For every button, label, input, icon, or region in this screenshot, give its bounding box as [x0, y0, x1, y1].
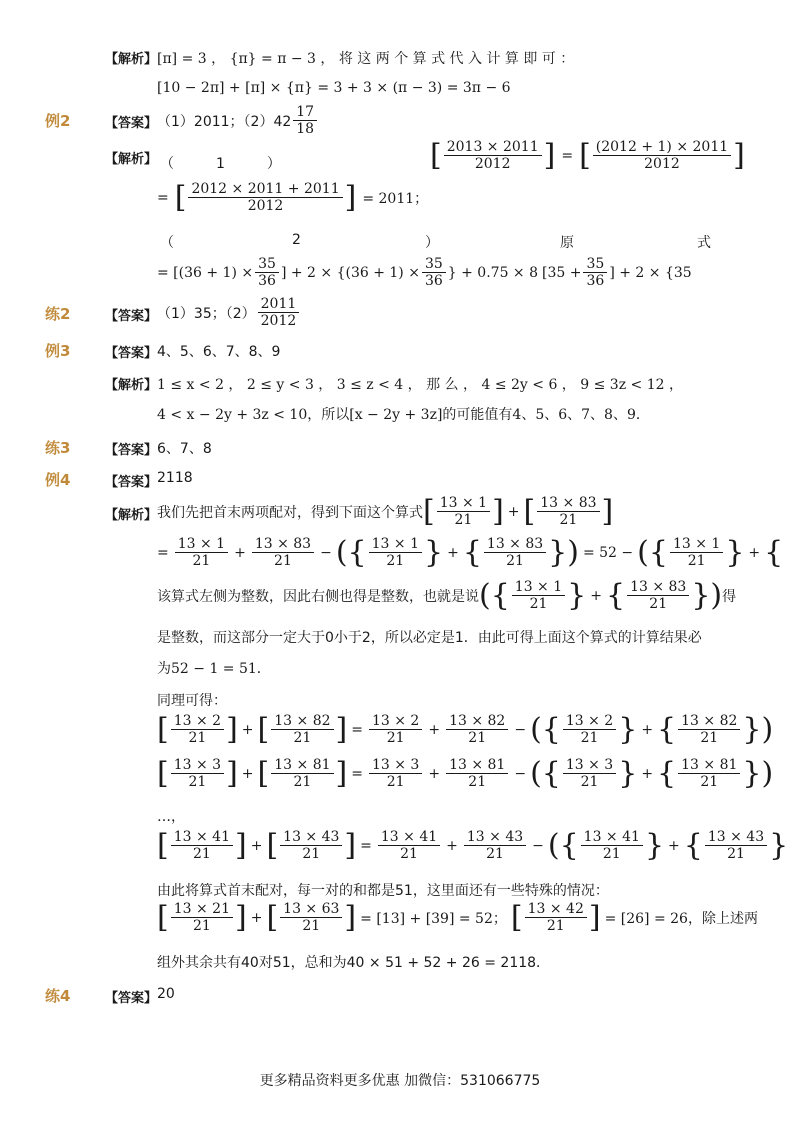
part-2-word-yuan: 原	[560, 235, 574, 251]
fraction-numerator: 13 × 3	[171, 757, 224, 774]
fraction-denominator: 21	[192, 846, 211, 862]
part-2-number: 2	[292, 232, 301, 248]
part-2-expr-d: [35 +	[542, 264, 582, 281]
fraction-numerator: 13 × 81	[271, 757, 333, 774]
example-4-paragraph-1c: 为52 − 1 = 51．	[157, 661, 271, 677]
practice-2-answer-prefix: （1）35；（2）	[157, 305, 256, 322]
fraction-numerator: 13 × 83	[252, 536, 314, 553]
fraction-denominator: 21	[468, 730, 487, 746]
paragraph-tail: 得	[722, 588, 737, 605]
part-2-expr-b: ] + 2 × {(36 + 1) ×	[280, 264, 420, 281]
practice-3-answer: 6、7、8	[157, 441, 212, 457]
example-4-label: 例4	[45, 471, 71, 489]
fraction-numerator: 13 × 81	[678, 757, 740, 774]
fraction-denominator: 21	[386, 730, 405, 746]
fraction-denominator: 21	[293, 730, 312, 746]
pair-row-2-82: [ $\frac{13 \times 2}{21}$ ] + [ $\frac{13 \times 82}{21}$ ] = $\frac{13 \times 2}{21}$ + $\frac{13 \times 82}{21}$ − ({ $\frac{13 \times 2}{21}$ } + { $\frac{13 \times 82}{21}$ })	[157, 712, 774, 747]
fraction-denominator: 2012	[644, 156, 680, 172]
fraction-denominator: 21	[687, 553, 706, 569]
example-4-intro-text: 我们先把首末两项配对，得到下面这个算式	[157, 504, 423, 521]
fraction-denominator: 21	[700, 730, 719, 746]
example-3-answer: 4、5、6、7、8、9	[157, 344, 281, 360]
fraction-numerator: 13 × 83	[537, 495, 599, 512]
special-pair-2-result: = [26] = 26，除上述两	[604, 910, 758, 927]
fraction-numerator: 13 × 83	[484, 536, 546, 553]
example-4-pair-text: 由此将算式首末配对，每一对的和都是51，这里面还有一些特殊的情况：	[157, 883, 609, 899]
fraction-numerator: 13 × 43	[280, 829, 342, 846]
example-3-line-2: 4 < x − 2y + 3z < 10，所以[x − 2y + 3z]的可能值有4、5、6、7、8、9．	[157, 407, 650, 423]
fraction-denominator: 21	[529, 596, 548, 612]
part-2-expr-a: = [(36 + 1) ×	[157, 264, 254, 281]
fraction-denominator: 21	[192, 918, 211, 934]
fraction-denominator: 21	[400, 846, 418, 862]
fraction-denominator: 21	[293, 774, 312, 790]
fraction-numerator: 13 × 2	[369, 713, 422, 730]
part-2-expr-e: ] + 2 × {35	[609, 264, 692, 281]
example-2-answer	[157, 104, 319, 137]
fraction-numerator: 13 × 82	[446, 713, 508, 730]
example-4-same-text: 同理可得：	[157, 693, 227, 709]
fraction-numerator: 13 × 3	[369, 757, 422, 774]
example-4-intro: 我们先把首末两项配对，得到下面这个算式 [ $\frac{13 \times 1}{21}$ ] + [ $\frac{13 \times 83}{21}$ ]	[157, 494, 614, 529]
fraction-denominator: 36	[258, 273, 276, 290]
pair-row-3-81: [ $\frac{13 \times 3}{21}$ ] + [ $\frac{13 \times 81}{21}$ ] = $\frac{13 \times 3}{21}$ + $\frac{13 \times 81}{21}$ − ({ $\frac{13 \times 3}{21}$ } + { $\frac{13 \times 81}{21}$ })	[157, 756, 774, 791]
part-1-line-2: = [ $\frac{2012 \times 2011 + 2011}{2012}$ ] = 2011；	[157, 180, 429, 215]
example-4-answer: 2118	[157, 470, 193, 486]
fraction-denominator: 36	[586, 273, 605, 290]
fraction-denominator: 21	[302, 846, 321, 862]
example-4-paragraph-1a: 该算式左侧为整数，因此右侧也得是整数，也就是说 ({ $\frac{13 \times 1}{21}$ } + { $\frac{13 \times 83}{21}$ }) 得	[157, 578, 737, 613]
fraction-denominator: 21	[192, 553, 211, 569]
fraction-numerator: 35	[422, 256, 446, 273]
top-line-2: [10 − 2π] + [π] × {π} = 3 + 3 × (π − 3) = 3π − 6	[157, 80, 511, 96]
fraction-denominator: 21	[302, 918, 321, 934]
analysis-tag: 【解析】	[105, 52, 158, 67]
fraction-denominator: 21	[580, 774, 599, 790]
fraction-numerator: 2012 × 2011 + 2011	[188, 181, 342, 198]
fraction-numerator: 2013 × 2011	[444, 139, 542, 156]
example-2-answer-prefix: （1）2011；（2）42	[157, 113, 292, 130]
part-2-word-shi: 式	[697, 235, 711, 251]
special-pairs: [ $\frac{13 \times 21}{21}$ ] + [ $\frac{13 \times 63}{21}$ ] = [13] + [39] = 52； [ $\frac{13 \times 42}{21}$ ] = [26] = 26，除上述两	[157, 900, 758, 935]
answer-tag: 【答案】	[105, 475, 158, 490]
analysis-tag: 【解析】	[105, 508, 158, 523]
fraction-numerator: 13 × 21	[171, 901, 233, 918]
fraction-denominator: 21	[649, 596, 668, 612]
example-4-final: 组外其余共有40对51，总和为40 × 51 + 52 + 26 = 2118．	[157, 955, 551, 971]
part-2-expr-c: } + 0.75 × 8	[447, 264, 539, 281]
fraction-denominator: 21	[386, 553, 405, 569]
fraction-numerator: 13 × 1	[175, 536, 228, 553]
analysis-tag: 【解析】	[105, 378, 158, 393]
practice-3-label: 练3	[45, 439, 71, 457]
part-1-label: （ 1 ）	[160, 156, 281, 172]
fraction-numerator: 13 × 3	[563, 757, 616, 774]
fraction-denominator: 2012	[260, 313, 297, 330]
footer-promo: 更多精品资料更多优惠 加微信：531066775	[259, 1073, 541, 1089]
fraction-numerator: 13 × 43	[705, 829, 767, 846]
part-2-paren-right: ）	[425, 235, 439, 251]
example-3-line-1: 1 ≤ x < 2 ， 2 ≤ y < 3 ， 3 ≤ z < 4 ， 那 么 ， 4 ≤ 2y < 6 ， 9 ≤ 3z < 12 ，	[157, 377, 683, 393]
fraction-denominator: 2012	[474, 156, 511, 172]
fraction-numerator: 13 × 41	[581, 829, 643, 846]
fraction-denominator: 21	[506, 553, 524, 569]
answer-tag: 【答案】	[105, 991, 158, 1006]
fraction-denominator: 18	[296, 121, 315, 138]
fraction-denominator: 21	[386, 774, 405, 790]
fraction-numerator: 13 × 41	[378, 829, 440, 846]
fraction-denominator: 21	[700, 774, 719, 790]
fraction-numerator: 13 × 83	[627, 579, 689, 596]
fraction-numerator: 13 × 43	[464, 829, 526, 846]
fraction-denominator: 21	[546, 918, 565, 934]
fraction-denominator: 21	[727, 846, 745, 862]
fraction-numerator: 13 × 41	[171, 829, 233, 846]
fraction-numerator: 13 × 1	[369, 536, 422, 553]
fraction-denominator: 21	[188, 774, 207, 790]
analysis-tag: 【解析】	[105, 152, 158, 167]
fraction-denominator: 36	[424, 273, 443, 290]
equals-52-minus: = 52 −	[582, 544, 634, 561]
fraction-numerator: 17	[293, 104, 317, 121]
part-2-expression	[157, 256, 710, 289]
fraction-denominator: 21	[486, 846, 504, 862]
answer-tag: 【答案】	[105, 346, 158, 361]
part-2-paren-left: （	[160, 235, 174, 251]
example-4-paragraph-1b: 是整数，而这部分一定大于0小于2，所以必定是1．由此可得上面这个算式的计算结果必	[157, 630, 702, 646]
fraction-denominator: 21	[454, 512, 473, 528]
fraction-numerator: (2012 + 1) × 2011	[593, 139, 731, 156]
example-3-label: 例3	[45, 342, 71, 360]
top-line-1: [π] = 3 ， {π} = π − 3 ， 将 这 两 个 算 式 代 入 计 算 即 可 ：	[157, 51, 575, 67]
fraction-numerator: 13 × 42	[525, 901, 587, 918]
answer-tag: 【答案】	[105, 309, 158, 324]
fraction-numerator: 13 × 1	[437, 495, 490, 512]
practice-4-answer: 20	[157, 986, 175, 1002]
answer-tag: 【答案】	[105, 116, 158, 131]
fraction-denominator: 21	[274, 553, 292, 569]
fraction-denominator: 21	[559, 512, 578, 528]
ellipsis: …，	[157, 809, 185, 825]
fraction-numerator: 13 × 63	[280, 901, 342, 918]
fraction-numerator: 2011	[258, 296, 300, 313]
practice-2-label: 练2	[45, 305, 71, 323]
fraction-numerator: 13 × 1	[512, 579, 565, 596]
practice-2-answer	[157, 296, 301, 329]
practice-4-label: 练4	[45, 987, 71, 1005]
part-1-expression: [ $\frac{2013 \times 2011}{2012}$ ] = [ $\frac{(2012 + 1) \times 2011}{2012}$ ]	[430, 138, 745, 173]
fraction-numerator: 13 × 2	[563, 713, 616, 730]
special-pair-1-result: = [13] + [39] = 52；	[360, 910, 507, 927]
fraction-numerator: 35	[583, 256, 607, 273]
fraction-denominator: 21	[468, 774, 487, 790]
fraction-numerator: 13 × 1	[670, 536, 723, 553]
fraction-denominator: 21	[188, 730, 207, 746]
fraction-denominator: 21	[602, 846, 621, 862]
pair-row-41-43: [ $\frac{13 \times 41}{21}$ ] + [ $\frac{13 \times 43}{21}$ ] = $\frac{13 \times 41}{21}$ + $\frac{13 \times 43}{21}$ − ({ $\frac{13 \times 41}{21}$ } + { $\frac{13 \times 43}{21}$ }	[157, 828, 789, 863]
part-1-result: = 2011；	[362, 190, 429, 207]
answer-tag: 【答案】	[105, 443, 158, 458]
fraction-numerator: 13 × 82	[678, 713, 740, 730]
example-2-answer-fraction	[293, 104, 317, 137]
fraction-numerator: 35	[255, 256, 279, 273]
fraction-numerator: 13 × 81	[446, 757, 508, 774]
fraction-numerator: 13 × 2	[171, 713, 224, 730]
fraction-denominator: 21	[580, 730, 599, 746]
example-2-label: 例2	[45, 112, 71, 130]
fraction-denominator: 2012	[247, 198, 284, 214]
fraction-numerator: 13 × 82	[271, 713, 333, 730]
example-4-expansion: = $\frac{13 \times 1}{21}$ + $\frac{13 \times 83}{21}$ − ({ $\frac{13 \times 1}{21}$ } + { $\frac{13 \times 83}{21}$ }) = 52 − ({ $\frac{13 \times 1}{21}$ } + {	[157, 535, 784, 570]
paragraph-text: 该算式左侧为整数，因此右侧也得是整数，也就是说	[157, 588, 479, 605]
